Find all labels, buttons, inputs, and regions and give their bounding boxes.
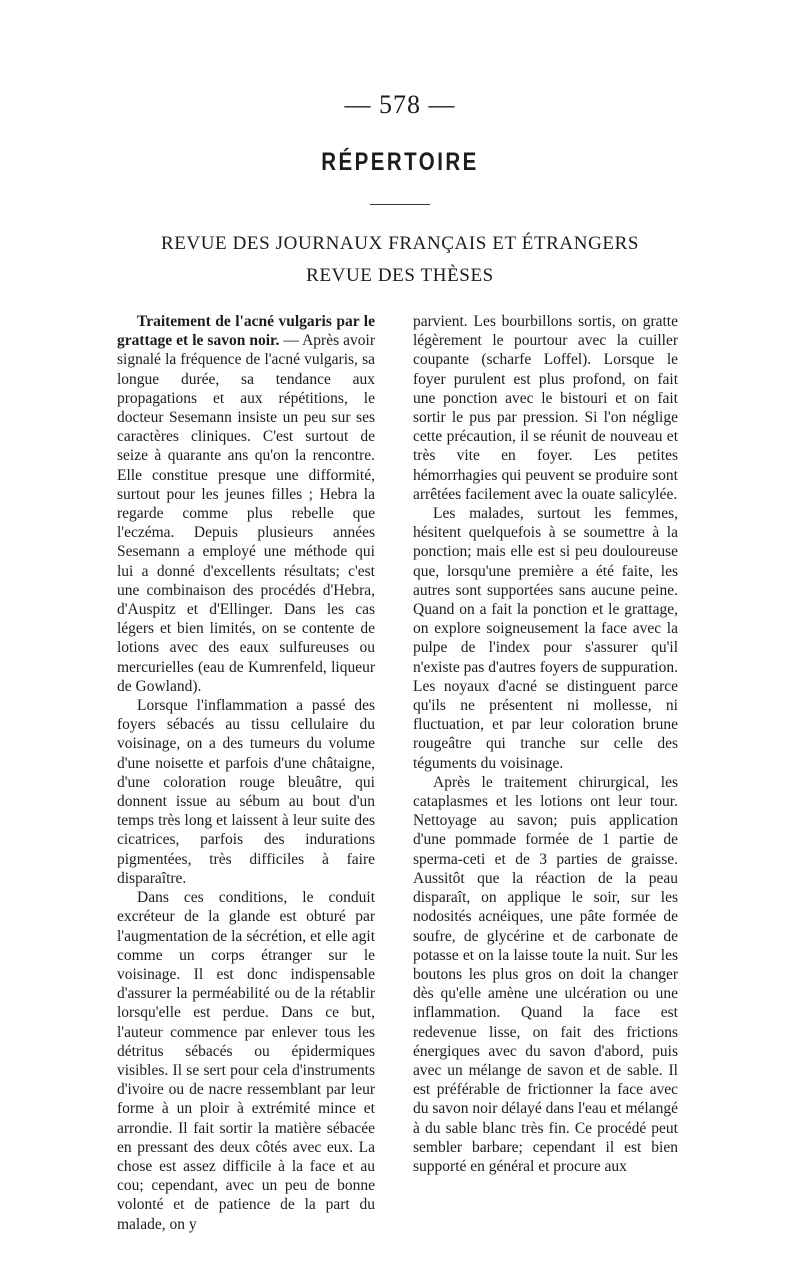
article-title: Traitement de l'acné vulgaris par le grattage et le savon noir. <box>117 313 375 350</box>
paragraph-4: Les malades, surtout les femmes, hésitent quelquefois à se soumettre à la ponction; mais elle est si peu douloureuse que, lorsqu'une première a été faite, les autres sont supportées sans aucune peine. Quand on a fait la ponction et le grattage, on explore soigneusement la face avec la pulpe de l'index pour s'assurer qu'il n'existe pas d'autres foyers de suppuration. Les noyaux d'acné se distinguent parce qu'ils ne présentent ni mollesse, ni fluctuation, et par leur coloration brune rougeâtre qui tranche sur celle des téguments du voisinage. <box>413 505 678 772</box>
page-number: — 578 — <box>344 90 456 119</box>
title-rule <box>370 204 430 205</box>
paragraph-1-text: — Après avoir signalé la fréquence de l'acné vulgaris, sa longue durée, sa tendance aux propagations et aux répétitions, le docteur Sesemann insiste un peu sur ses caractères cliniques. C'est surtout de seize à quarante ans qu'on la rencontre. Elle constitue presque une difformité, surtout pour les jeunes filles ; Hebra la regarde comme plus rebelle que l'eczéma. Depuis plusieurs années Sesemann a employé une méthode qui lui a donné d'excellents résultats; c'est une combinaison des procédés d'Hebra, d'Auspitz et d'Ellinger. Dans les cas légers et bien limités, on se contente de lotions avec des eaux sulfureuses ou mercurielles (eau de Kumrenfeld, liqueur de Gowland). <box>117 332 376 695</box>
left-column <box>117 312 375 1234</box>
paragraph-3: Dans ces conditions, le conduit excréteur de la glande est obturé par l'augmentation de la sécrétion, et elle agit comme un corps étranger sur le voisinage. Il est donc indispensable d'assurer la perméabilité ou de la rétablir lorsqu'elle est perdue. Dans ce but, l'auteur commence par enlever tous les détritus sébacés ou épidermiques visibles. Il se sert pour cela d'instruments d'ivoire ou de nacre ressemblant par leur forme à un ploir à extrémité mince et arrondie. Il fait sortir la matière sébacée en pressant des deux côtés avec eux. La chose est assez difficile à la face et au cou; cependant, avec un peu de bonne volonté et de patience de la part du malade, on y <box>117 889 375 1233</box>
right-column <box>413 312 678 1176</box>
paragraph-3-continued: parvient. Les bourbillons sortis, on gratte légèrement le pourtour avec la cuiller coupante (scharfe Loffel). Lorsque le foyer purulent est plus profond, on fait une ponction avec le bistouri et on fait sortir le pus par pression. Si l'on néglige cette précaution, il se réunit de nouveau et très vite en foyer. Les petites hémorrhagies qui peuvent se produire sont arrêtées facilement avec la ouate salicylée. <box>413 313 678 503</box>
paragraph-1 <box>117 312 375 696</box>
journals-heading: REVUE DES JOURNAUX FRANÇAIS ET ÉTRANGERS <box>160 233 640 254</box>
paragraph-5: Après le traitement chirurgical, les cataplasmes et les lotions ont leur tour. Nettoyage au savon; puis application d'une pommade formée de 1 partie de sperma-ceti et de 3 parties de graisse. Aussitôt que la réaction de la peau disparaît, on applique le soir, sur les nodosités acnéiques, une pâte formée de soufre, de glycérine et de carbonate de potasse et on la laisse toute la nuit. Sur les boutons les plus gros on doit la changer dès qu'elle amène une ulcération ou une inflammation. Quand la face est redevenue lisse, on fait des frictions énergiques avec du savon d'abord, puis avec un mélange de savon et de sable. Il est préférable de frictionner la face avec du savon noir délayé dans l'eau et mélangé à du sable blanc très fin. Ce procédé peut sembler barbare; cependant il est bien supporté en général et procure aux <box>413 773 678 1175</box>
paragraph-2: Lorsque l'inflammation a passé des foyers sébacés au tissu cellulaire du voisinage, on a des tumeurs du volume d'une noisette et parfois d'une châtaigne, d'une coloration rouge bleuâtre, qui donnent issue au sébum au bout d'un temps très long et laissent à leur suite des cicatrices, parfois des indurations pigmentées, très difficiles à faire disparaître. <box>117 697 375 887</box>
theses-heading: REVUE DES THÈSES <box>306 265 494 286</box>
section-title: RÉPERTOIRE <box>321 148 479 176</box>
